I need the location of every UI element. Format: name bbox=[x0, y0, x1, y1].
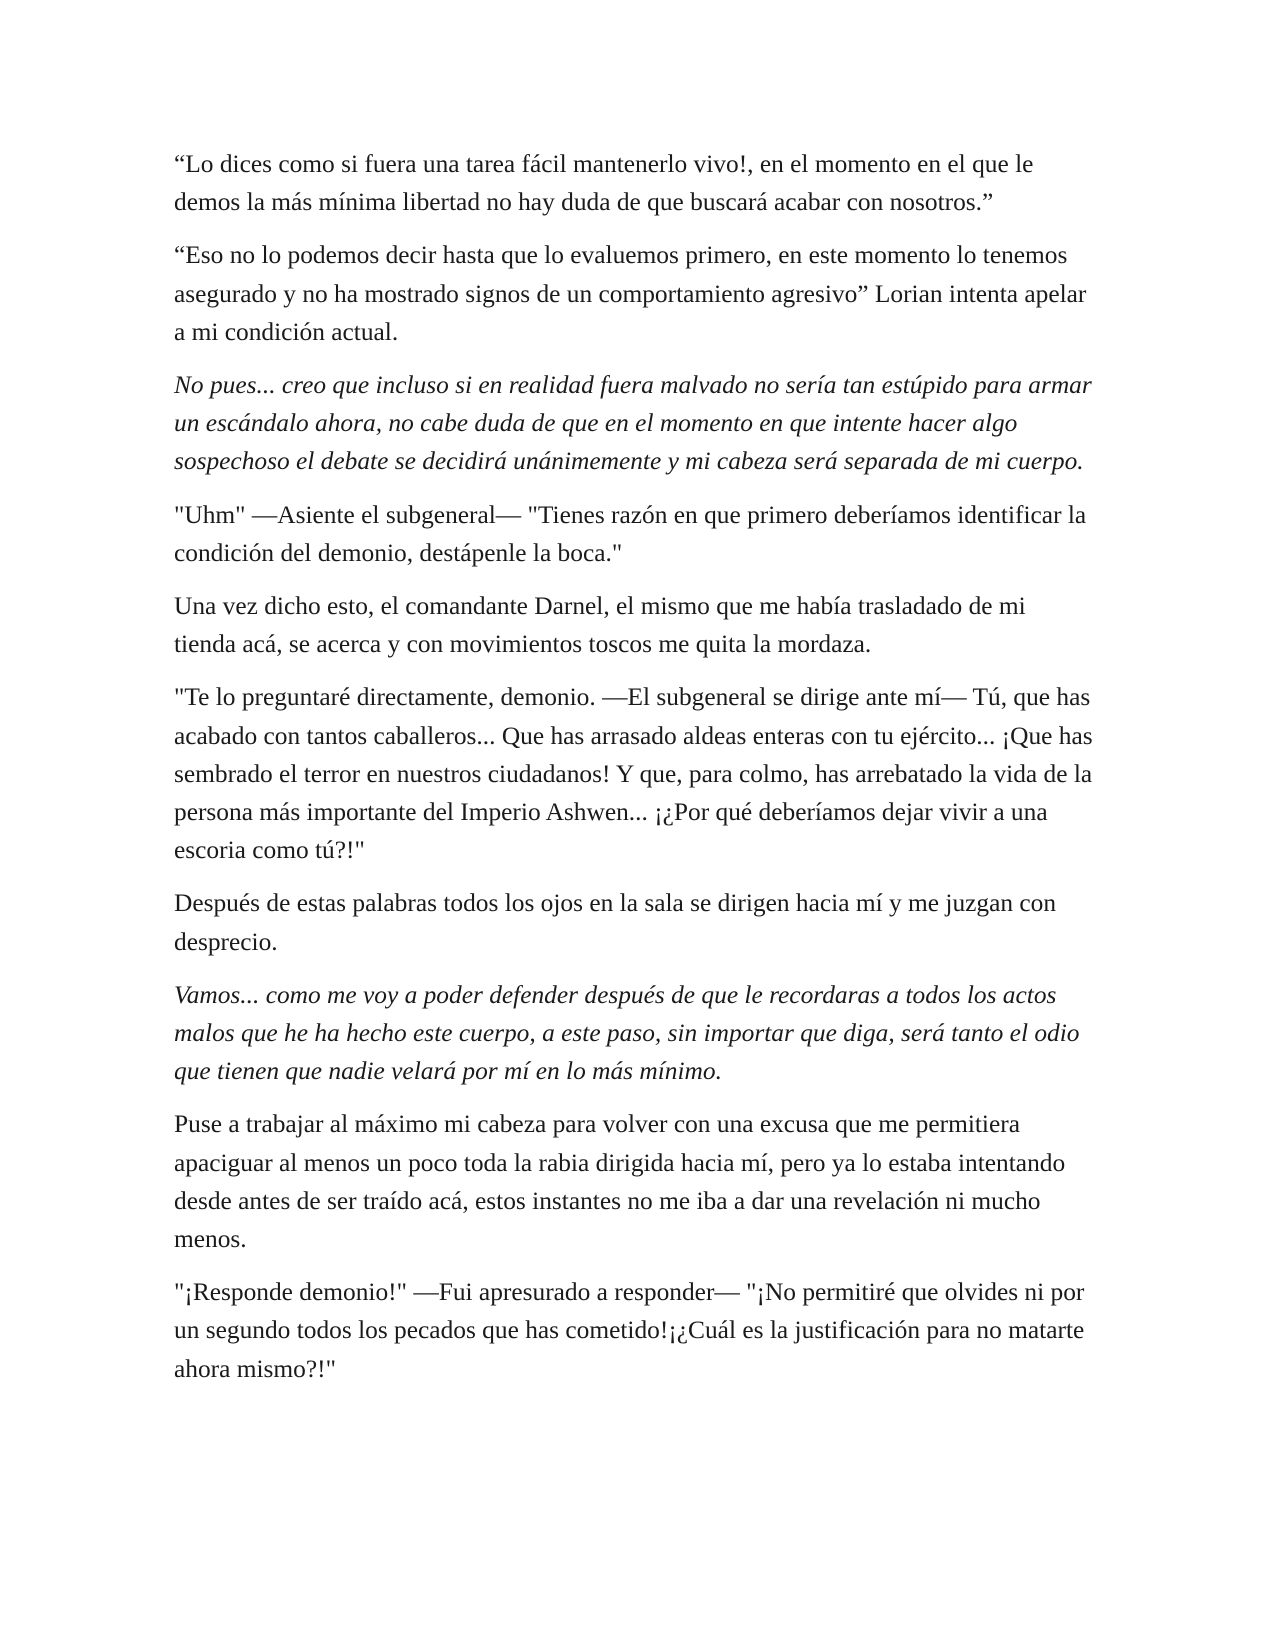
paragraph: "¡Responde demonio!" —Fui apresurado a responder— "¡No permitiré que olvides ni por un segundo todos los pecados que has cometido!¡¿Cuál es la justificación para no matarte ahora mismo?!" bbox=[174, 1278, 1085, 1383]
paragraph: "Te lo preguntaré directamente, demonio. —El subgeneral se dirige ante mí— Tú, que has acabado con tantos caballeros... Que has arrasado aldeas enteras con tu ejército... ¡Que has sembrado el terror en nuestros ciudadanos! Y que, para colmo, has arrebatado la vida de la persona más importante del Imperio Ashwen... ¡¿Por qué deberíamos dejar vivir a una escoria como tú?!" bbox=[174, 683, 1093, 865]
paragraph: Puse a trabajar al máximo mi cabeza para volver con una excusa que me permitiera apaciguar al menos un poco toda la rabia dirigida hacia mí, pero ya lo estaba intentando desde antes de ser traído acá, estos instantes no me iba a dar una revelación ni mucho menos. bbox=[174, 1110, 1066, 1254]
inner-thought-paragraph: No pues... creo que incluso si en realidad fuera malvado no sería tan estúpido para armar un escándalo ahora, no cabe duda de que en el momento en que intente hacer algo sospechoso el debate se decidirá unánimemente y mi cabeza será separada de mi cuerpo. bbox=[174, 371, 1092, 476]
paragraph: Una vez dicho esto, el comandante Darnel, el mismo que me había trasladado de mi tienda acá, se acerca y con movimientos toscos me quita la mordaza. bbox=[174, 592, 1026, 659]
paragraph: “Eso no lo podemos decir hasta que lo evaluemos primero, en este momento lo tenemos asegurado y no ha mostrado signos de un comportamiento agresivo” Lorian intenta apelar a mi condición actual. bbox=[174, 241, 1087, 346]
text-column bbox=[174, 145, 1094, 1403]
inner-thought-paragraph: Vamos... como me voy a poder defender después de que le recordaras a todos los actos malos que he ha hecho este cuerpo, a este paso, sin importar que diga, será tanto el odio que tienen que nadie velará por mí en lo más mínimo. bbox=[174, 980, 1080, 1086]
paragraph: Después de estas palabras todos los ojos en la sala se dirigen hacia mí y me juzgan con desprecio. bbox=[174, 889, 1057, 956]
paragraph: “Lo dices como si fuera una tarea fácil mantenerlo vivo!, en el momento en el que le demos la más mínima libertad no hay duda de que buscará acabar con nosotros.” bbox=[174, 150, 1034, 217]
paragraph: "Uhm" —Asiente el subgeneral— "Tienes razón en que primero deberíamos identificar la condición del demonio, destápenle la boca." bbox=[174, 500, 1087, 567]
